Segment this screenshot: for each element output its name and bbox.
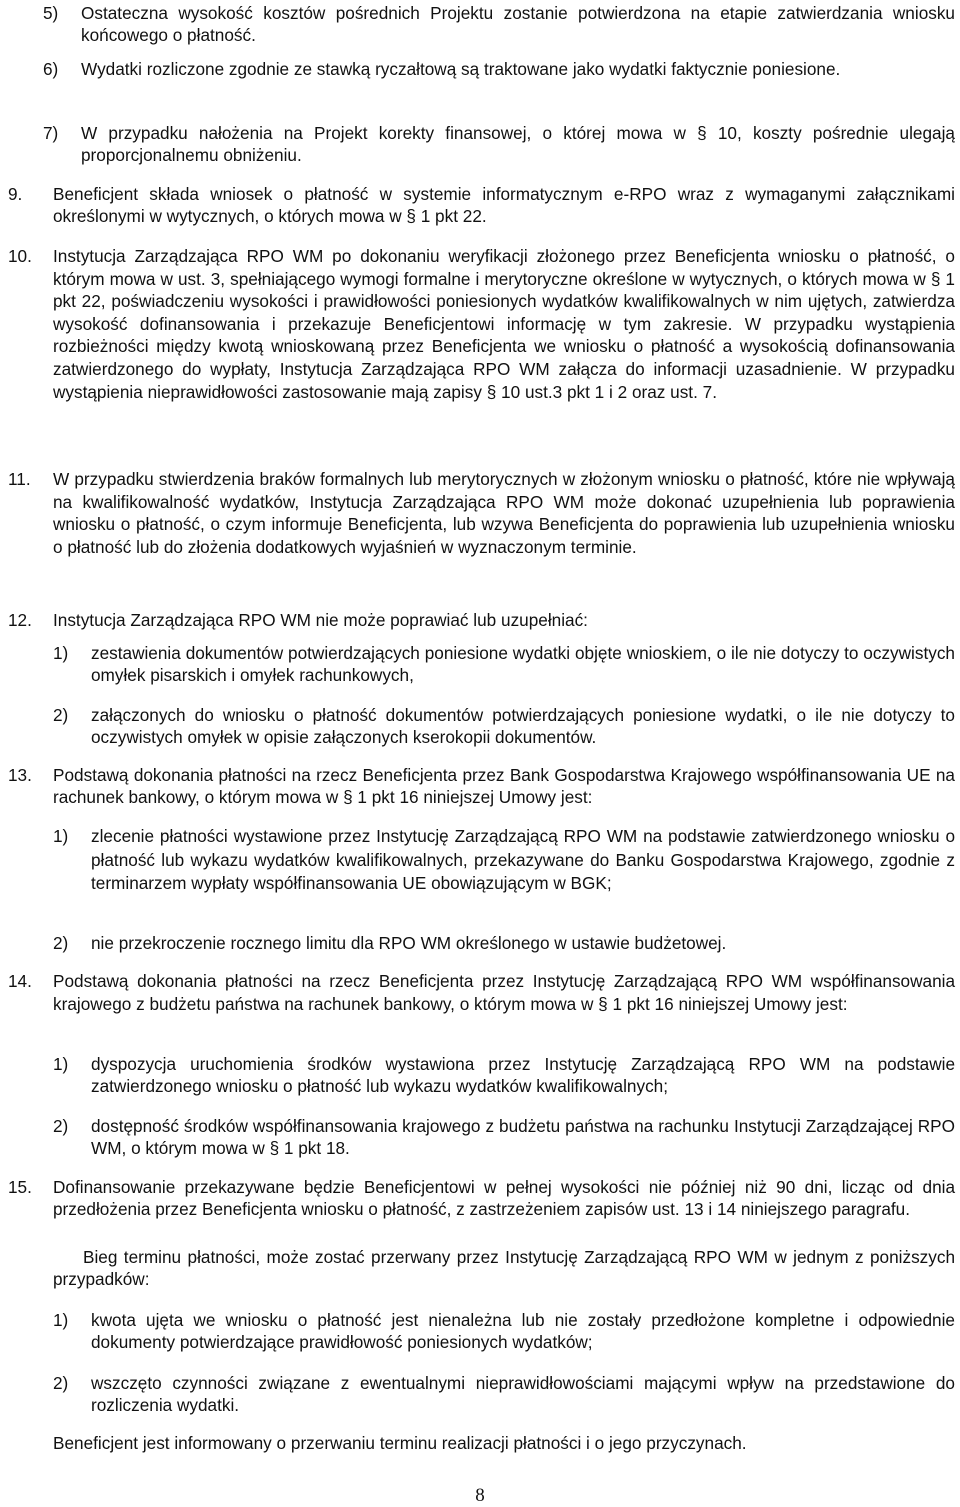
paragraph-number: 10.	[8, 246, 32, 266]
paragraph-number: 14.	[8, 971, 32, 991]
list-item	[43, 122, 955, 166]
paragraph-number: 9.	[8, 184, 23, 204]
item-number: 5)	[43, 3, 59, 23]
item-text: dostępność środków współfinansowania krajowego z budżetu państwa na rachunku Instytucji Zarządzającej RPO WM, o którym mowa w § 1 pkt 18.	[91, 1116, 955, 1158]
item-number: 6)	[43, 59, 59, 79]
item-number: 2)	[53, 705, 69, 725]
item-text: wszczęto czynności związane z ewentualnymi nieprawidłowościami mającymi wpływ na przedstawione do rozliczenia wydatki.	[91, 1373, 955, 1415]
item-number: 1)	[53, 1054, 69, 1074]
item-text: załączonych do wniosku o płatność dokumentów potwierdzających poniesione wydatki, o ile nie dotyczy to oczywistych omyłek w opisie załączonych kserokopii dokumentów.	[91, 705, 955, 747]
paragraph-item	[8, 764, 955, 808]
paragraph-item	[8, 468, 955, 558]
page-number: 8	[475, 1485, 485, 1506]
paragraph-text: Bieg terminu płatności, może zostać przerwany przez Instytucję Zarządzającą RPO WM w jednym z poniższych przypadków:	[53, 1247, 955, 1289]
item-number: 1)	[53, 826, 69, 846]
paragraph-text: Beneficjent jest informowany o przerwaniu terminu realizacji płatności i o jego przyczynach.	[53, 1433, 747, 1453]
paragraph-number: 12.	[8, 610, 32, 630]
item-number: 2)	[53, 1373, 69, 1393]
paragraph-item	[8, 245, 955, 403]
list-item	[53, 1309, 955, 1353]
list-item	[53, 932, 955, 954]
list-item	[43, 2, 955, 46]
item-text: Ostateczna wysokość kosztów pośrednich Projektu zostanie potwierdzona na etapie zatwierdzania wniosku końcowego o płatność.	[81, 3, 955, 45]
item-text: zlecenie płatności wystawione przez Instytucję Zarządzającą RPO WM na podstawie zatwierdzonego wniosku o płatność lub wykazu wydatków kwalifikowalnych, przekazywane do Banku Gospodarstwa Krajowego, zgodnie z terminarzem wypłaty współfinansowania UE obowiązującym w BGK;	[91, 826, 955, 894]
item-text: nie przekroczenie rocznego limitu dla RPO WM określonego w ustawie budżetowej.	[91, 933, 727, 953]
paragraph-text: Instytucja Zarządzająca RPO WM nie może poprawiać lub uzupełniać:	[53, 610, 588, 630]
list-item	[53, 642, 955, 686]
item-text: zestawienia dokumentów potwierdzających poniesione wydatki objęte wnioskiem, o ile nie dotyczy to oczywistych omyłek pisarskich i omyłek rachunkowych,	[91, 643, 955, 685]
list-item	[53, 825, 955, 896]
paragraph-text: Instytucja Zarządzająca RPO WM po dokonaniu weryfikacji złożonego przez Beneficjenta wniosku o płatność, o którym mowa w ust. 3, spełniającego wymogi formalne i merytoryczne określone w wytycznych, o których mowa w § 1 pkt 22, poświadczeniu wysokości i prawidłowości poniesionych wydatków kwalifikowalnych w nim ujętych, zatwierdza wysokość dofinansowania i przekazuje Beneficjentowi informację w tym zakresie. W przypadku wystąpienia rozbieżności między kwotą wnioskowaną przez Beneficjenta we wniosku o płatność a wysokością dofinansowania zatwierdzonego do wypłaty, Instytucja Zarządzająca RPO WM załącza do informacji uzasadnienie. W przypadku wystąpienia nieprawidłowości zastosowanie mają zapisy § 10 ust.3 pkt 1 i 2 oraz ust. 7.	[53, 246, 955, 402]
closing-note	[53, 1432, 955, 1454]
paragraph-item	[8, 1176, 955, 1220]
paragraph-number: 13.	[8, 765, 32, 785]
item-number: 7)	[43, 123, 59, 143]
item-number: 2)	[53, 933, 69, 953]
paragraph-item	[8, 970, 955, 1015]
paragraph-text: Dofinansowanie przekazywane będzie Beneficjentowi w pełnej wysokości nie później niż 90 dni, licząc od dnia przedłożenia przez Beneficjenta wniosku o płatność, z zastrzeżeniem zapisów ust. 13 i 14 niniejszego paragrafu.	[53, 1177, 955, 1219]
paragraph-text: W przypadku stwierdzenia braków formalnych lub merytorycznych w złożonym wniosku o płatność, które nie wpływają na kwalifikowalność wydatków, Instytucja Zarządzająca RPO WM może dokonać uzupełnienia lub poprawienia wniosku o płatność, o czym informuje Beneficjenta, lub wzywa Beneficjenta do poprawienia lub uzupełnienia wniosku o płatność lub do złożenia dodatkowych wyjaśnień w wyznaczonym terminie.	[53, 469, 955, 557]
item-text: Wydatki rozliczone zgodnie ze stawką ryczałtową są traktowane jako wydatki faktycznie poniesione.	[81, 59, 841, 79]
paragraph-text: Podstawą dokonania płatności na rzecz Beneficjenta przez Bank Gospodarstwa Krajowego współfinansowania UE na rachunek bankowy, o którym mowa w § 1 pkt 16 niniejszej Umowy jest:	[53, 765, 955, 807]
list-item	[53, 704, 955, 748]
paragraph-item	[8, 183, 955, 227]
item-number: 2)	[53, 1116, 69, 1136]
paragraph-number: 15.	[8, 1177, 32, 1197]
list-item	[43, 58, 955, 80]
item-number: 1)	[53, 1310, 69, 1330]
item-text: kwota ujęta we wniosku o płatność jest nienależna lub nie zostały przedłożone kompletne i odpowiednie dokumenty potwierdzające prawidłowość poniesionych wydatków;	[91, 1310, 955, 1352]
list-item	[53, 1115, 955, 1159]
paragraph-number: 11.	[8, 469, 31, 489]
item-number: 1)	[53, 643, 69, 663]
list-item	[53, 1053, 955, 1097]
item-text: W przypadku nałożenia na Projekt korekty finansowej, o której mowa w § 10, koszty pośrednie ulegają proporcjonalnemu obniżeniu.	[81, 123, 955, 165]
list-item	[53, 1372, 955, 1416]
paragraph-text: Podstawą dokonania płatności na rzecz Beneficjenta przez Instytucję Zarządzającą RPO WM współfinansowania krajowego z budżetu państwa na rachunek bankowy, o którym mowa w § 1 pkt 16 niniejszej Umowy jest:	[53, 971, 955, 1014]
paragraph-continuation	[53, 1246, 955, 1290]
item-text: dyspozycja uruchomienia środków wystawiona przez Instytucję Zarządzającą RPO WM na podstawie zatwierdzonego wniosku o płatność lub wykazu wydatków kwalifikowalnych;	[91, 1054, 955, 1096]
paragraph-text: Beneficjent składa wniosek o płatność w systemie informatycznym e-RPO wraz z wymaganymi załącznikami określonymi w wytycznych, o których mowa w § 1 pkt 22.	[53, 184, 955, 226]
paragraph-item	[8, 609, 955, 631]
